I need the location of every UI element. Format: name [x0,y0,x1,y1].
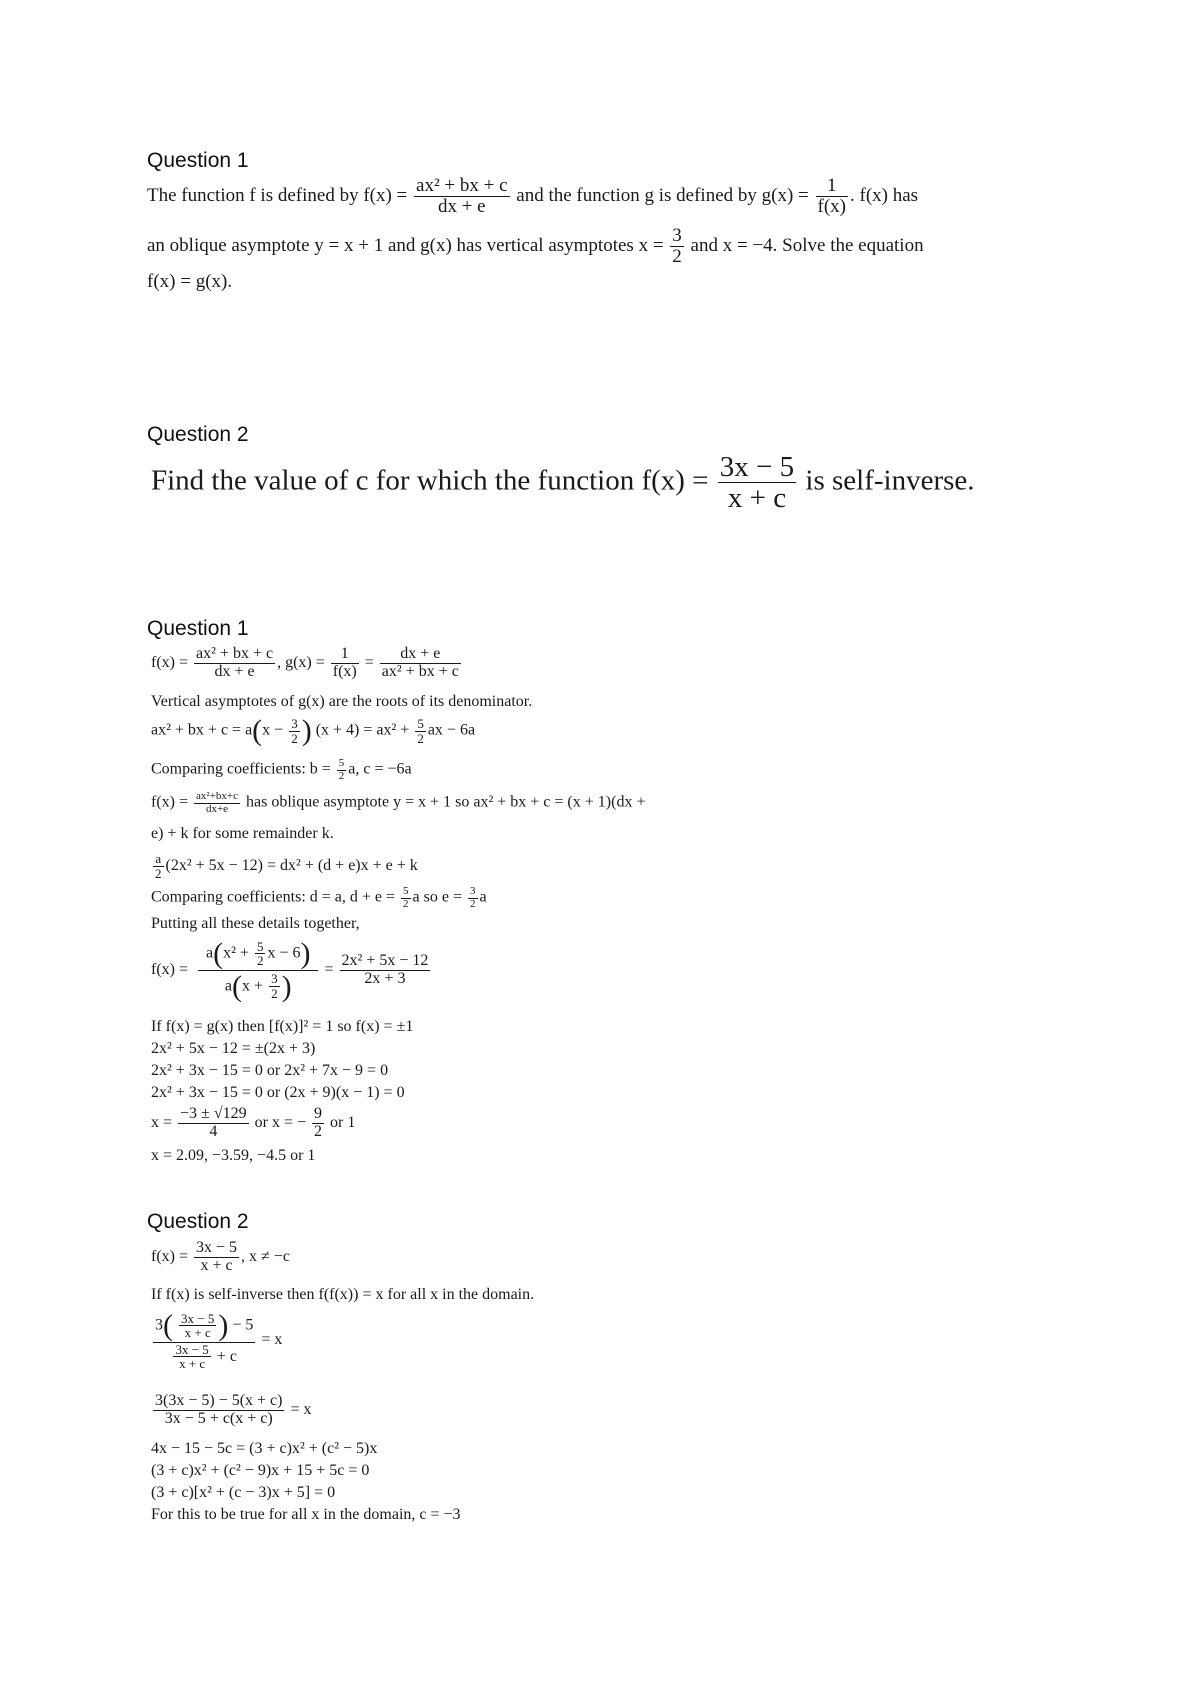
solution-1-line-9: Putting all these details together, [151,915,360,932]
solution-1-line-14: 2x² + 3x − 15 = 0 or (2x + 9)(x − 1) = 0 [151,1084,405,1101]
text: and the function g is defined by g(x) = [516,184,809,206]
solution-1-line-13: 2x² + 3x − 15 = 0 or 2x² + 7x − 9 = 0 [151,1062,389,1079]
question-1-line-2 [147,226,924,267]
question-1-line-3: f(x) = g(x). [147,271,233,292]
solution-1-line-10: f(x) = a(x² + $\frac{5}{2}$ x − 6) a(x + $\frac{3}{2}$ ) = $\frac{\text{2x² + 5x − 12}}{2x + 3}$ [151,937,429,1003]
solution-2-line-2: If f(x) is self-inverse then f(f(x)) = x for all x in the domain. [151,1286,535,1303]
fraction-self-inverse: $\frac{3x - 5}{x + c}$ [719,451,795,515]
solution-1-line-11: If f(x) = g(x) then [f(x)]² = 1 so f(x) = ±1 [151,1018,414,1035]
solution-1-line-1: f(x) = $\frac{\text{ax² + bx + c}}{dx + e}$ , g(x) = $\frac{1}{f(x)}$ = $\frac{dx + e}{\text{ax² + bx + c}}$ [151,645,459,680]
solution-1-line-3: ax² + bx + c = a(x − $\frac{3}{2}$ ) (x + 4) = ax² + $\frac{5}{2}$ ax − 6a [151,714,476,747]
text: The function f is defined by f(x) = [147,184,408,206]
question-2-heading: Question 2 [147,423,249,446]
solution-2-heading: Question 2 [147,1210,249,1233]
solution-1-line-8: Comparing coefficients: d = a, d + e = $\frac{5}{2}$ a so e = $\frac{3}{2}$ a [151,885,487,910]
solution-2-line-7: (3 + c)[x² + (c − 3)x + 5] = 0 [151,1484,336,1501]
question-1-line-1 [147,176,918,217]
solution-1-line-7: $\frac{a}{2}$ (2x² + 5x − 12) = dx² + (d + e)x + e + k [155,851,418,881]
solution-2-line-3: 3( $\frac{3x - 5}{x + c}$ ) − 5 $\frac{3x - 5}{x + c}$ + c = x [155,1309,283,1372]
solution-2-line-1: f(x) = $\frac{3x - 5}{x + c}$ , x ≠ −c [151,1239,290,1274]
solution-1-line-2: Vertical asymptotes of g(x) are the roots of its denominator. [151,693,533,710]
solution-1-line-15: x = $\frac{-3 \pm √129}{4}$ or x = − $\frac{9}{2}$ or 1 [151,1105,356,1140]
solution-1-line-4: Comparing coefficients: b = $\frac{5}{2}$ a, c = −6a [151,757,412,782]
solution-2-line-8: For this to be true for all x in the domain, c = −3 [151,1506,461,1523]
solution-1-heading: Question 1 [147,617,249,640]
question-1-heading: Question 1 [147,149,249,172]
solution-2-line-6: (3 + c)x² + (c² − 9)x + 15 + 5c = 0 [151,1462,370,1479]
fraction-g: $\frac{1}{f(x)}$ [817,175,846,217]
question-2-statement [151,452,975,514]
solution-1-line-5: f(x) = $\frac{\text{ax²+bx+c}}{dx+e}$ has oblique asymptote y = x + 1 so ax² + bx + c = (x + 1)(dx + [151,790,646,815]
solution-2-line-5: 4x − 15 − 5c = (3 + c)x² + (c² − 5)x [151,1440,378,1457]
text: is self-inverse. [805,464,975,497]
text: Find the value of c for which the function f(x) = [151,464,709,497]
solution-1-line-6: e) + k for some remainder k. [151,825,334,842]
text: an oblique asymptote y = x + 1 and g(x) has vertical asymptotes x = [147,234,664,256]
text: . f(x) has [850,184,919,206]
fraction-f: $\frac{\text{ax² + bx + c}}{dx + e}$ [416,175,508,217]
solution-2-line-4: $\frac{3(3x - 5) - 5(x + c)}{3x - 5 + c(x + c)}$ = x [155,1392,312,1427]
solution-1-line-16: x = 2.09, −3.59, −4.5 or 1 [151,1147,316,1164]
solution-1-line-12: 2x² + 5x − 12 = ±(2x + 3) [151,1040,316,1057]
text: and x = −4. Solve the equation [690,234,924,256]
fraction-three-halves: $\frac{3}{2}$ [672,225,682,267]
